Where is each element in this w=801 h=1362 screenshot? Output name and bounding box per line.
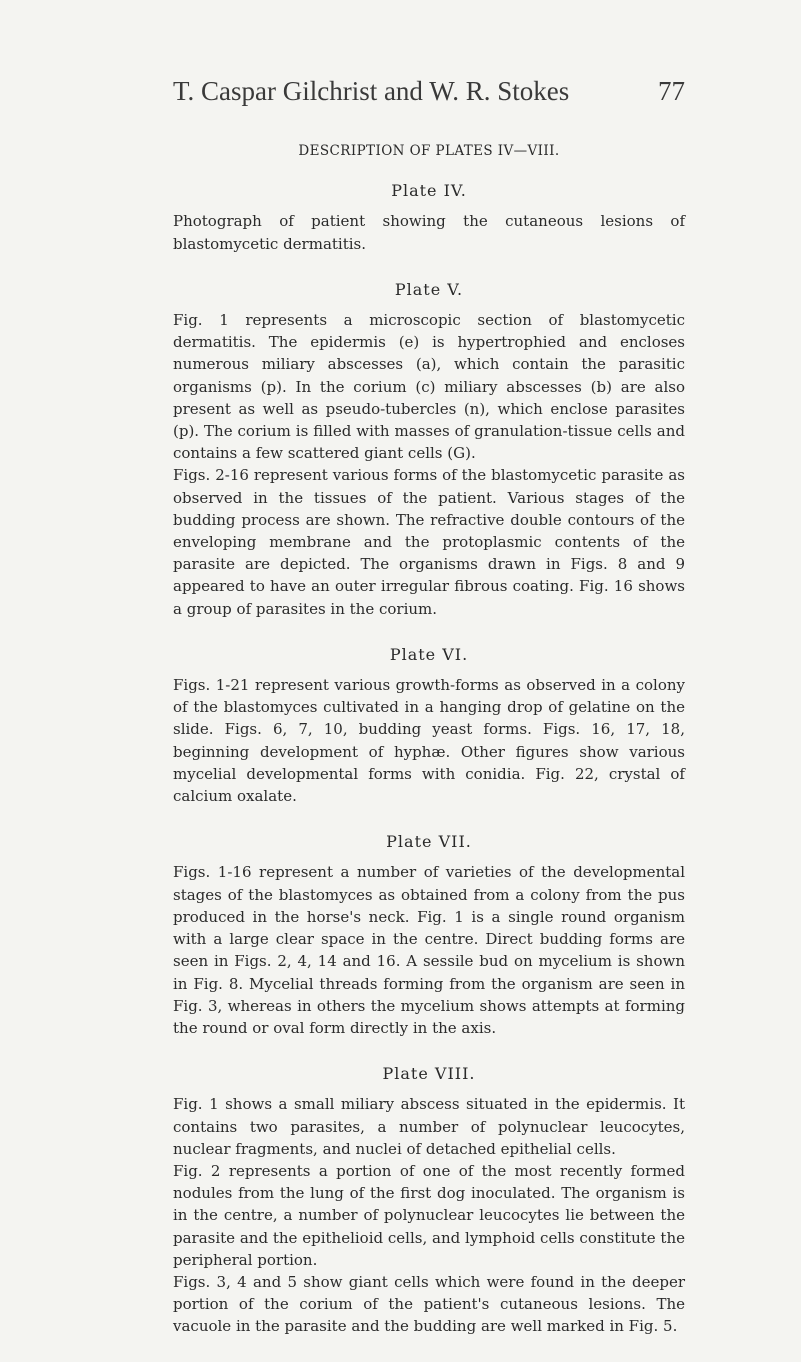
plate-heading: Plate VII. [386,832,472,852]
plate-viii-section [173,1063,685,1337]
plate-paragraph: Figs. 1-16 represent a number of varieties of the developmental stages of the blastomyces as obtained from a colony from the pus produced in the horse's neck. Fig. 1 is a single round organism with a large clear space in the centre. Direct budding forms are seen in Figs. 2, 4, 14 and 16. A sessile bud on mycelium is shown in Fig. 8. Mycelial threads forming from the organism are seen in Fig. 3, whereas in others the mycelium shows attempts at forming the round or oval form directly in the axis. [173,863,685,1037]
page-number: 77 [658,76,685,106]
plate-paragraph: Fig. 2 represents a portion of one of the most recently formed nodules from the lung of the first dog inoculated. The organism is in the centre, a number of polynuclear leucocytes lie between the parasite and the epithelioid cells, and lymphoid cells constitute the peripheral portion. [173,1161,685,1269]
plate-heading: Plate VI. [389,644,469,664]
plate-heading: Plate IV. [391,181,467,201]
running-header [173,76,685,107]
plate-paragraph: Photograph of patient showing the cutaneous lesions of blastomycetic dermatitis. [173,212,685,253]
plate-v-section [173,279,685,620]
section-title: DESCRIPTION OF PLATES IV—VIII. [298,143,560,159]
plate-paragraph: Fig. 1 represents a microscopic section of blastomycetic dermatitis. The epidermis (e) is hypertrophied and encloses numerous miliary abscesses (a), which contain the parasitic organisms (p). In the corium (c) miliary abscesses (b) are also present as well as pseudo-tubercles (n), which enclose parasites (p). The corium is filled with masses of granulation-tissue cells and contains a few scattered giant cells (G). [173,311,685,463]
plate-paragraph: Fig. 1 shows a small miliary abscess situated in the epidermis. It contains two parasites, a number of polynuclear leucocytes, nuclear fragments, and nuclei of detached epithelial cells. [173,1095,685,1158]
plate-paragraph: Figs. 1-21 represent various growth-forms as observed in a colony of the blastomyces cultivated in a hanging drop of gelatine on the slide. Figs. 6, 7, 10, budding yeast forms. Figs. 16, 17, 18, beginning development of hyphæ. Other figures show various mycelial developmental forms with conidia. Fig. 22, crystal of calcium oxalate. [173,676,685,806]
plate-heading: Plate VIII. [382,1064,476,1084]
plate-heading: Plate V. [394,279,464,299]
plate-vii-section [173,831,685,1039]
plate-paragraph: Figs. 2-16 represent various forms of the blastomycetic parasite as observed in the tissues of the patient. Various stages of the budding process are shown. The refractive double contours of the enveloping membrane and the protoplasmic contents of the parasite are depicted. The organisms drawn in Figs. 8 and 9 appeared to have an outer irregular fibrous coating. Fig. 16 shows a group of parasites in the corium. [173,466,685,618]
running-title: T. Caspar Gilchrist and W. R. Stokes [173,76,570,106]
plate-paragraph: Figs. 3, 4 and 5 show giant cells which were found in the deeper portion of the corium of the patient's cutaneous lesions. The vacuole in the parasite and the budding are well marked in Fig. 5. [173,1272,685,1336]
plate-vi-section [173,644,685,807]
main-content [173,140,685,1362]
plate-iv-section [173,180,685,255]
